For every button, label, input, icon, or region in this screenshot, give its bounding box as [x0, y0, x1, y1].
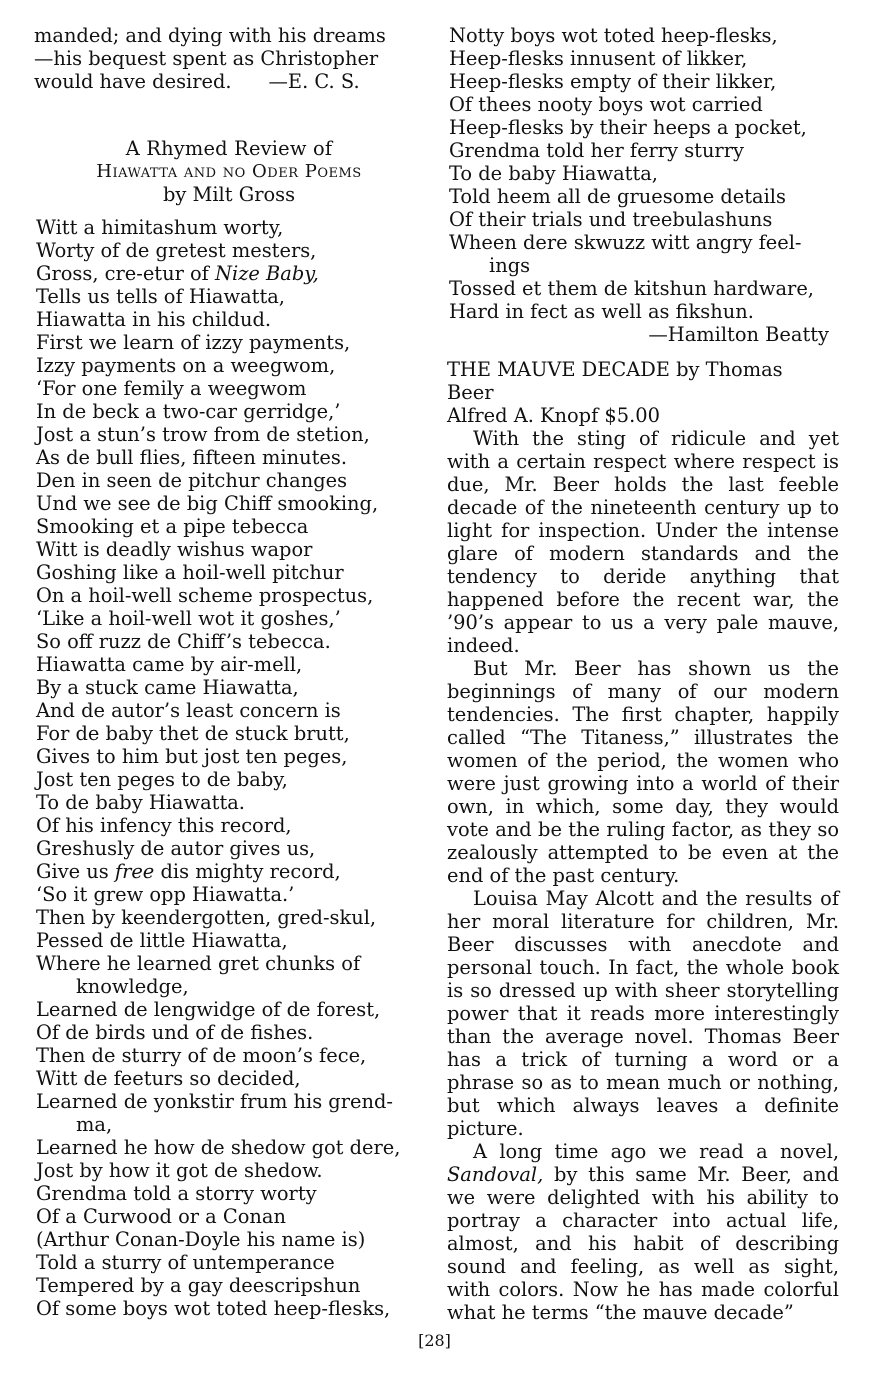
- heading-book-title: Hiawatta and no Oder Poems: [96, 161, 362, 182]
- review-paragraph: A long time ago we read a novel, Sandoval, by this same Mr. Beer, and we were delighted with his ability to portray a character into actual life, almost, and his habit of describing sound and feeling, as well as sight, with colors. Now he has made colorful what he terms “the mauve decade”: [447, 1140, 839, 1324]
- poem-line: Told heem all de gruesome details: [449, 185, 786, 208]
- poem-line: Gives to him but jost ten peges,: [36, 745, 348, 768]
- poem-line: Greshusly de autor gives us,: [36, 837, 316, 860]
- poem-line: Learned de lengwidge of de forest,: [36, 998, 381, 1021]
- poem-line: Wheen dere skwuzz witt angry feel-: [449, 231, 802, 254]
- poem-line: Tells us tells of Hiawatta,: [36, 285, 285, 308]
- poem-line: Give us free dis mighty record,: [36, 860, 341, 883]
- poem-line: As de bull flies, fifteen minutes.: [36, 446, 347, 469]
- book-author-continued: Beer: [447, 381, 494, 404]
- poem-line: Hiawatta came by air-mell,: [36, 653, 303, 676]
- poem-line: Witt a himitashum worty,: [36, 216, 284, 239]
- poem-line: To de baby Hiawatta.: [36, 791, 245, 814]
- poem-line: Then by keendergotten, gred-skul,: [36, 906, 377, 929]
- book-title: THE MAUVE DECADE: [447, 358, 670, 381]
- poem-line: Goshing like a hoil-well pitchur: [36, 561, 344, 584]
- poem-line: Tossed et them de kitshun hardware,: [449, 277, 814, 300]
- poem-line: Grendma told a storry worty: [36, 1182, 317, 1205]
- poem-line: Tempered by a gay deescripshun: [36, 1274, 361, 1297]
- poem-line: For de baby thet de stuck brutt,: [36, 722, 350, 745]
- poem-signature: —Hamilton Beatty: [648, 323, 829, 346]
- poem-line: Witt is deadly wishus wapor: [36, 538, 313, 561]
- poem-line: To de baby Hiawatta,: [449, 162, 658, 185]
- rhymed-review-poem-continued: [447, 24, 839, 323]
- poem-line: Smooking et a pipe tebecca: [36, 515, 309, 538]
- poem-line: Of a Curwood or a Conan: [36, 1205, 286, 1228]
- poem-line: Jost a stun’s trow from de stetion,: [36, 423, 370, 446]
- review-paragraph: With the sting of ridicule and yet with a certain respect where respect is due, Mr. Beer holds the last feeble decade of the nineteenth century up to light for inspection. Under the intense glare of modern standards and the tendency to deride anything that happened before the recent war, the ’90’s appear to us a very pale mauve, indeed.: [447, 427, 839, 657]
- poem-line: Hard in fect as well as fikshun.: [449, 300, 754, 323]
- poem-line: Grendma told her ferry sturry: [449, 139, 744, 162]
- poem-line: ‘For one femily a weegwom: [36, 377, 307, 400]
- review-paragraph: Louisa May Alcott and the results of her moral literature for children, Mr. Beer discusses with anecdote and personal touch. In fact, the whole book is so dressed up with sheer storytelling power that it reads more interestingly than the average novel. Thomas Beer has a trick of turning a word or a phrase so as to mean much or nothing, but which always leaves a definite picture.: [447, 887, 839, 1140]
- text-line: —his bequest spent as Christopher: [34, 47, 379, 70]
- book-review-body: [447, 427, 839, 1324]
- text-line: manded; and dying with his dreams: [34, 24, 386, 47]
- poem-line: ma,: [76, 1113, 113, 1136]
- poem-line: Heep-flesks innusent of likker,: [449, 47, 748, 70]
- poem-line: Of their trials und treebulashuns: [449, 208, 773, 231]
- heading-line-1: A Rhymed Review of: [125, 137, 333, 160]
- rhymed-review-poem: [34, 216, 424, 1320]
- poem-line: Of de birds und of de fishes.: [36, 1021, 314, 1044]
- book-review-header: [447, 358, 839, 427]
- right-column: [447, 24, 839, 1324]
- poem-line: knowledge,: [76, 975, 189, 998]
- poem-line: Den in seen de pitchur changes: [36, 469, 348, 492]
- poem-line: ings: [489, 254, 531, 277]
- left-column: [34, 24, 424, 1320]
- poem-line: Of some boys wot toted heep-flesks,: [36, 1297, 391, 1320]
- book-by-line: by Thomas: [676, 358, 783, 381]
- poem-line: By a stuck came Hiawatta,: [36, 676, 299, 699]
- poem-line: Of his infency this record,: [36, 814, 292, 837]
- poem-line: ‘So it grew opp Hiawatta.’: [36, 883, 295, 906]
- poem-line: Of thees nooty boys wot carried: [449, 93, 763, 116]
- poem-line: Worty of de gretest mesters,: [36, 239, 317, 262]
- poem-line: Gross, cre-etur of Nize Baby,: [36, 262, 319, 285]
- poem-line: Told a sturry of untemperance: [36, 1251, 335, 1274]
- poem-line: Where he learned gret chunks of: [36, 952, 361, 975]
- poem-line: Jost by how it got de shedow.: [36, 1159, 323, 1182]
- poem-line: Notty boys wot toted heep-flesks,: [449, 24, 778, 47]
- poem-line: (Arthur Conan-Doyle his name is): [36, 1228, 366, 1251]
- poem-line: Heep-flesks by their heeps a pocket,: [449, 116, 807, 139]
- poem-line: First we learn of izzy payments,: [36, 331, 351, 354]
- poem-line: In de beck a two-car gerridge,’: [36, 400, 341, 423]
- poem-line: Izzy payments on a weegwom,: [36, 354, 336, 377]
- poem-line: On a hoil-well scheme prospectus,: [36, 584, 374, 607]
- poem-line: So off ruzz de Chiff’s tebecca.: [36, 630, 331, 653]
- heading-author: by Milt Gross: [162, 183, 296, 206]
- poem-line: ‘Like a hoil-well wot it goshes,’: [36, 607, 341, 630]
- page-number: [28]: [418, 1331, 451, 1350]
- review-heading: [34, 137, 424, 206]
- book-publisher-price: Alfred A. Knopf $5.00: [447, 404, 660, 427]
- poem-line: And de autor’s least concern is: [36, 699, 341, 722]
- poem-line: Jost ten peges to de baby,: [36, 768, 288, 791]
- reviewer-signature-line: would have desired. —E. C. S.: [34, 70, 360, 93]
- poem-line: Heep-flesks empty of their likker,: [449, 70, 777, 93]
- poem-line: Hiawatta in his childud.: [36, 308, 272, 331]
- poem-line: Learned he how de shedow got dere,: [36, 1136, 401, 1159]
- poem-line: Learned de yonkstir frum his grend-: [36, 1090, 393, 1113]
- review-paragraph: But Mr. Beer has shown us the beginnings of many of our modern tendencies. The first chapter, happily called “The Titaness,” illustrates the women of the period, the women who were just growing into a world of their own, in which, some day, they would vote and be the ruling factor, as they so zealously attempted to be even at the end of the past century.: [447, 657, 839, 887]
- previous-review-ending: [34, 24, 424, 93]
- poem-line: Then de sturry of de moon’s fece,: [36, 1044, 367, 1067]
- poem-line: Pessed de little Hiawatta,: [36, 929, 288, 952]
- poem-line: Witt de feeturs so decided,: [36, 1067, 301, 1090]
- poem-line: Und we see de big Chiff smooking,: [36, 492, 379, 515]
